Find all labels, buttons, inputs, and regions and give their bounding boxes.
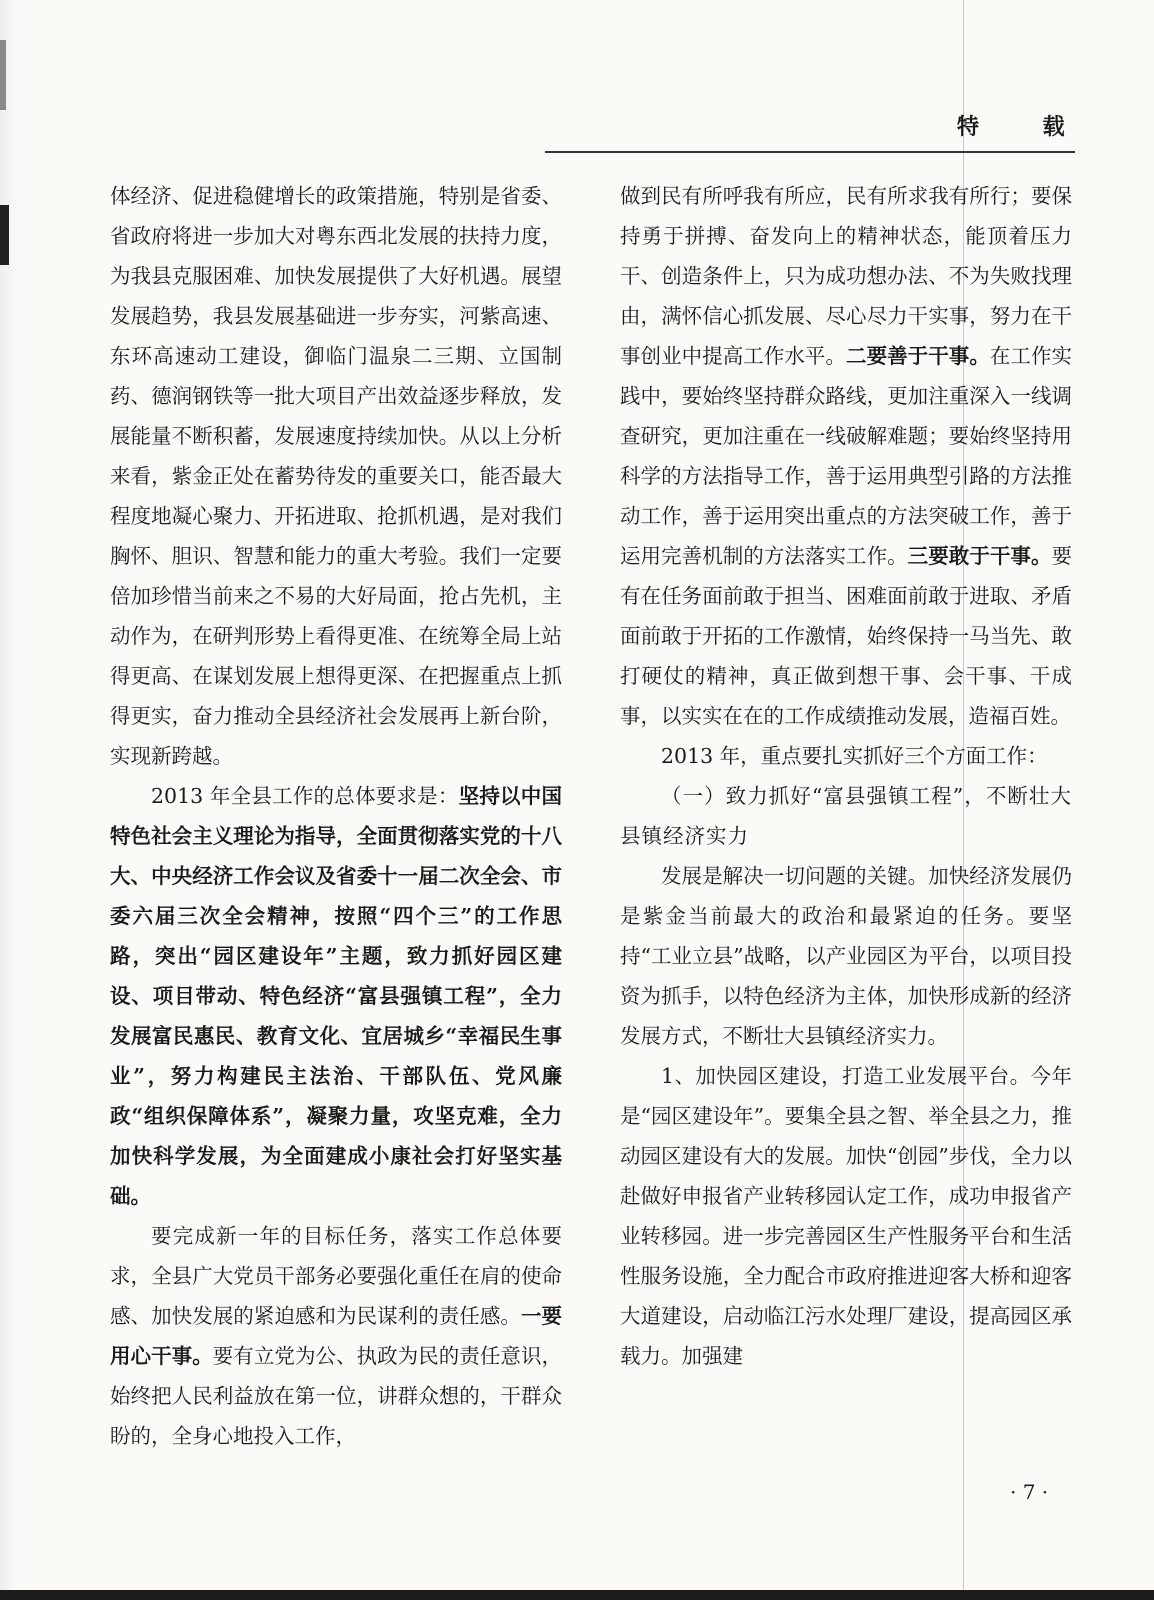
right-p1-b: 在工作实践中，要始终坚持群众路线，更加注重深入一线调查研究，更加注重在一线破解难题；要始终坚持用科学的方法指导工作，善于运用典型引路的方法推动工作，善于运用突出重点的方法突破工作，善于运用完善机制的方法落实工作。: [620, 344, 1073, 568]
left-p2-bold: 坚持以中国特色社会主义理论为指导，全面贯彻落实党的十八大、中央经济工作会议及省委十一届二次全会、市委六届三次全会精神，按照“四个三”的工作思路，突出“园区建设年”主题，致力抓好园区建设、项目带动、特色经济“富县强镇工程”，全力发展富民惠民、教育文化、宜居城乡“幸福民生事业”，努力构建民主法治、干部队伍、党风廉政“组织保障体系”，凝聚力量，攻坚克难，全力加快科学发展，为全面建成小康社会打好坚实基础。: [110, 784, 563, 1208]
right-p1-bold3: 三要敢于干事。: [907, 544, 1052, 568]
scan-bottom-edge: [0, 1590, 1154, 1600]
left-paragraph-1: [110, 176, 562, 776]
right-paragraph-4: 发展是解决一切问题的关键。加快经济发展仍是紫金当前最大的政治和最紧迫的任务。要坚持“工业立县”战略，以产业园区为平台，以项目投资为抓手，以特色经济为主体，加快形成新的经济发展方式，不断壮大县镇经济实力。: [620, 864, 1072, 1048]
right-p1-a: 做到民有所呼我有所应，民有所求我有所行；要保持勇于拼搏、奋发向上的精神状态，能顶着压力干、创造条件上，只为成功想办法、不为失败找理由，满怀信心抓发展、尽心尽力干实事，努力在干事创业中提高工作水平。: [620, 184, 1072, 368]
scan-left-mark-top: [0, 40, 6, 110]
right-paragraph-2: 2013 年，重点要扎实抓好三个方面工作：: [661, 744, 1048, 768]
left-p3-tail: 要有立党为公、执政为民的责任意识，始终把人民利益放在第一位，讲群众想的，干群众盼的，全身心地投入工作，: [110, 1344, 563, 1448]
right-paragraph-1: [620, 176, 1072, 736]
left-p2-lead: 2013 年全县工作的总体要求是：: [151, 784, 459, 808]
left-p1-text: 体经济、促进稳健增长的政策措施，特别是省委、省政府将进一步加大对粤东西北发展的扶持力度，为我县克服困难、加快发展提供了大好机遇。展望发展趋势，我县发展基础进一步夯实，河紫高速、东环高速动工建设，御临门温泉二三期、立国制药、德润钢铁等一批大项目产出效益逐步释放，发展能量不断积蓄，发展速度持续加快。从以上分析来看，紫金正处在蓄势待发的重要关口，能否最大程度地凝心聚力、开拓进取、抢抓机遇，是对我们胸怀、胆识、智慧和能力的重大考验。我们一定要倍加珍惜当前来之不易的大好局面，抢占先机，主动作为，在研判形势上看得更准、在统筹全局上站得更高、在谋划发展上想得更深、在把握重点上抓得更实，奋力推动全县经济社会发展再上新台阶，实现新跨越。: [110, 184, 562, 768]
section-label: 特 载: [957, 114, 1093, 140]
left-p3-text: 要完成新一年的目标任务，落实工作总体要求，全县广大党员干部务必要强化重任在肩的使命感、加快发展的紧迫感和为民谋利的责任感。: [110, 1224, 562, 1328]
right-p1-bold2: 二要善于干事。: [846, 344, 990, 368]
header-rule: [545, 151, 1075, 153]
right-p1-c: 要有在任务面前敢于担当、困难面前敢于进取、矛盾面前敢于开拓的工作激情，始终保持一马当先、敢打硬仗的精神，真正做到想干事、会干事、干成事，以实实在在的工作成绩推动发展，造福百姓。: [620, 544, 1073, 728]
left-paragraph-2: [110, 776, 562, 1216]
right-paragraph-5: 1、加快园区建设，打造工业发展平台。今年是“园区建设年”。要集全县之智、举全县之力，推动园区建设有大的发展。加快“创园”步伐，全力以赴做好申报省产业转移园认定工作，成功申报省产业转移园。进一步完善园区生产性服务平台和生活性服务设施，全力配合市政府推进迎客大桥和迎客大道建设，启动临江污水处理厂建设，提高园区承载力。加强建: [620, 1064, 1072, 1368]
page-number: · 7 ·: [1010, 1480, 1049, 1504]
left-column: [110, 176, 562, 1456]
left-paragraph-3: [110, 1216, 562, 1456]
scan-left-mark: [0, 205, 9, 265]
right-subheading: （一）致力抓好“富县强镇工程”，不断壮大县镇经济实力: [620, 784, 1072, 848]
right-column: [620, 176, 1072, 1376]
left-p3-bold: 一要用心干事。: [110, 1304, 563, 1368]
